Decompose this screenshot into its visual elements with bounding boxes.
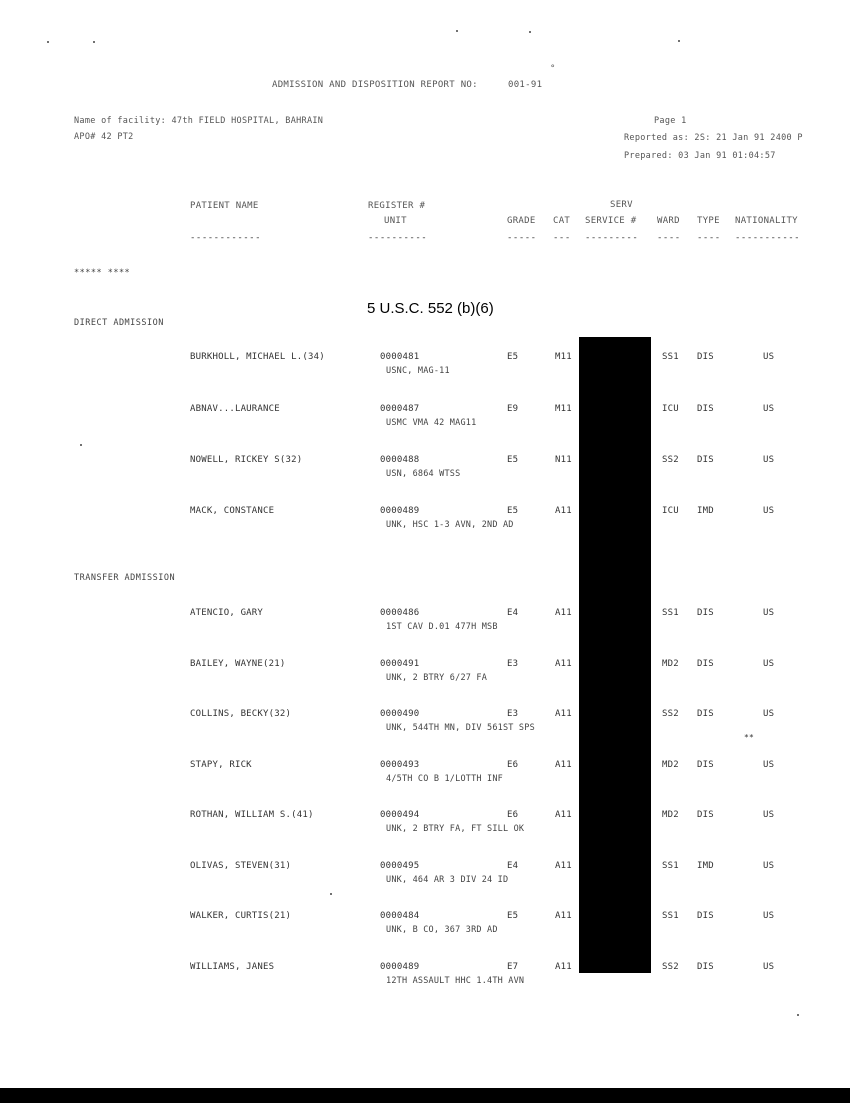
patient-name: ABNAV...LAURANCE <box>190 404 280 414</box>
ward: SS2 <box>662 709 679 719</box>
dash-ward: ---- <box>657 233 681 243</box>
dash-type: ---- <box>697 233 721 243</box>
patient-name: WILLIAMS, JANES <box>190 962 275 972</box>
redaction-block <box>579 337 651 973</box>
disposition-type: DIS <box>697 962 714 972</box>
category: A11 <box>555 659 572 669</box>
ward: SS2 <box>662 455 679 465</box>
patient-name: ATENCIO, GARY <box>190 608 264 618</box>
ward: MD2 <box>662 760 679 770</box>
register-number: 0000489 <box>380 506 420 516</box>
col-serv-top: SERV <box>610 200 633 210</box>
ward: SS2 <box>662 962 679 972</box>
category: N11 <box>555 455 572 465</box>
disposition-type: DIS <box>697 404 714 414</box>
register-number: 0000481 <box>380 352 420 362</box>
col-patient-name: PATIENT NAME <box>190 201 259 211</box>
nationality: US <box>763 861 775 871</box>
scan-edge-bar <box>0 1088 850 1103</box>
page-number: Page 1 <box>654 116 687 126</box>
unit-name: UNK, 464 AR 3 DIV 24 ID <box>386 875 509 885</box>
dash-grade: ----- <box>507 233 537 243</box>
grade: E6 <box>507 810 519 820</box>
nationality: US <box>763 352 775 362</box>
register-number: 0000491 <box>380 659 420 669</box>
register-number: 0000490 <box>380 709 420 719</box>
speck <box>330 893 332 895</box>
speck <box>80 444 82 446</box>
ward: SS1 <box>662 911 679 921</box>
grade: E5 <box>507 911 519 921</box>
col-nationality: NATIONALITY <box>735 216 798 226</box>
report-number: 001-91 <box>508 80 543 90</box>
unit-name: USMC VMA 42 MAG11 <box>386 418 477 428</box>
col-register: REGISTER # <box>368 201 426 211</box>
speck <box>797 1014 799 1016</box>
speck <box>529 31 531 33</box>
register-number: 0000494 <box>380 810 420 820</box>
col-unit: UNIT <box>384 216 407 226</box>
register-number: 0000495 <box>380 861 420 871</box>
register-number: 0000489 <box>380 962 420 972</box>
patient-name: BAILEY, WAYNE(21) <box>190 659 286 669</box>
patient-name: COLLINS, BECKY(32) <box>190 709 292 719</box>
col-type: TYPE <box>697 216 720 226</box>
grade: E7 <box>507 962 519 972</box>
category: A11 <box>555 911 572 921</box>
unit-name: UNK, 2 BTRY 6/27 FA <box>386 673 488 683</box>
dash-patient-name: ------------ <box>190 233 262 243</box>
col-service-num: SERVICE # <box>585 216 637 226</box>
speck <box>93 41 95 43</box>
ward: MD2 <box>662 810 679 820</box>
disposition-type: DIS <box>697 760 714 770</box>
disposition-type: DIS <box>697 608 714 618</box>
patient-name: MACK, CONSTANCE <box>190 506 275 516</box>
nationality: US <box>763 709 775 719</box>
unit-name: USNC, MAG-11 <box>386 366 450 376</box>
section-marker: ***** **** <box>74 268 131 278</box>
disposition-type: DIS <box>697 659 714 669</box>
grade: E5 <box>507 352 519 362</box>
speck <box>47 41 49 43</box>
grade: E3 <box>507 709 519 719</box>
ward: SS1 <box>662 861 679 871</box>
category: M11 <box>555 352 572 362</box>
nationality: US <box>763 962 775 972</box>
nationality: US <box>763 659 775 669</box>
ward: SS1 <box>662 352 679 362</box>
report-mark: ° <box>550 64 556 74</box>
disposition-type: DIS <box>697 352 714 362</box>
dash-nationality: ----------- <box>735 233 801 243</box>
stray-mark: ** <box>744 733 755 742</box>
section-transfer-admission: TRANSFER ADMISSION <box>74 573 176 583</box>
category: A11 <box>555 709 572 719</box>
ward: MD2 <box>662 659 679 669</box>
dash-cat: --- <box>553 233 571 243</box>
grade: E5 <box>507 455 519 465</box>
col-ward: WARD <box>657 216 680 226</box>
nationality: US <box>763 404 775 414</box>
disposition-type: IMD <box>697 506 714 516</box>
nationality: US <box>763 455 775 465</box>
disposition-type: DIS <box>697 455 714 465</box>
nationality: US <box>763 608 775 618</box>
patient-name: NOWELL, RICKEY S(32) <box>190 455 303 465</box>
category: A11 <box>555 506 572 516</box>
col-grade: GRADE <box>507 216 536 226</box>
category: A11 <box>555 760 572 770</box>
register-number: 0000487 <box>380 404 420 414</box>
reported-line: Reported as: 2S: 21 Jan 91 2400 P <box>624 133 803 143</box>
patient-name: OLIVAS, STEVEN(31) <box>190 861 292 871</box>
speck <box>678 40 680 42</box>
unit-name: UNK, B CO, 367 3RD AD <box>386 925 498 935</box>
nationality: US <box>763 506 775 516</box>
report-title: ADMISSION AND DISPOSITION REPORT NO: <box>272 80 478 90</box>
unit-name: 4/5TH CO B 1/LOTTH INF <box>386 774 503 784</box>
nationality: US <box>763 760 775 770</box>
category: M11 <box>555 404 572 414</box>
ward: ICU <box>662 404 679 414</box>
facility-code: APO# 42 PT2 <box>74 132 134 142</box>
patient-name: BURKHOLL, MICHAEL L.(34) <box>190 352 325 362</box>
disposition-type: DIS <box>697 810 714 820</box>
section-direct-admission: DIRECT ADMISSION <box>74 318 164 328</box>
unit-name: UNK, 2 BTRY FA, FT SILL OK <box>386 824 525 834</box>
register-number: 0000488 <box>380 455 420 465</box>
grade: E4 <box>507 608 519 618</box>
grade: E5 <box>507 506 519 516</box>
category: A11 <box>555 861 572 871</box>
unit-name: UNK, HSC 1-3 AVN, 2ND AD <box>386 520 514 530</box>
grade: E6 <box>507 760 519 770</box>
category: A11 <box>555 810 572 820</box>
foia-exemption: 5 U.S.C. 552 (b)(6) <box>367 300 494 317</box>
disposition-type: DIS <box>697 911 714 921</box>
patient-name: STAPY, RICK <box>190 760 252 770</box>
col-cat: CAT <box>553 216 571 226</box>
dash-register: ---------- <box>368 233 428 243</box>
grade: E3 <box>507 659 519 669</box>
grade: E4 <box>507 861 519 871</box>
prepared-line: Prepared: 03 Jan 91 01:04:57 <box>624 151 776 161</box>
patient-name: ROTHAN, WILLIAM S.(41) <box>190 810 314 820</box>
unit-name: 1ST CAV D.01 477H MSB <box>386 622 498 632</box>
category: A11 <box>555 608 572 618</box>
disposition-type: DIS <box>697 709 714 719</box>
dash-service-num: --------- <box>585 233 639 243</box>
ward: ICU <box>662 506 679 516</box>
unit-name: UNK, 544TH MN, DIV 561ST SPS <box>386 723 535 733</box>
ward: SS1 <box>662 608 679 618</box>
register-number: 0000484 <box>380 911 420 921</box>
facility-name: Name of facility: 47th FIELD HOSPITAL, BAHRAIN <box>74 116 324 126</box>
register-number: 0000493 <box>380 760 420 770</box>
nationality: US <box>763 911 775 921</box>
category: A11 <box>555 962 572 972</box>
speck <box>456 30 458 32</box>
nationality: US <box>763 810 775 820</box>
patient-name: WALKER, CURTIS(21) <box>190 911 292 921</box>
unit-name: 12TH ASSAULT HHC 1.4TH AVN <box>386 976 525 986</box>
disposition-type: IMD <box>697 861 714 871</box>
grade: E9 <box>507 404 519 414</box>
register-number: 0000486 <box>380 608 420 618</box>
unit-name: USN, 6864 WTSS <box>386 469 461 479</box>
